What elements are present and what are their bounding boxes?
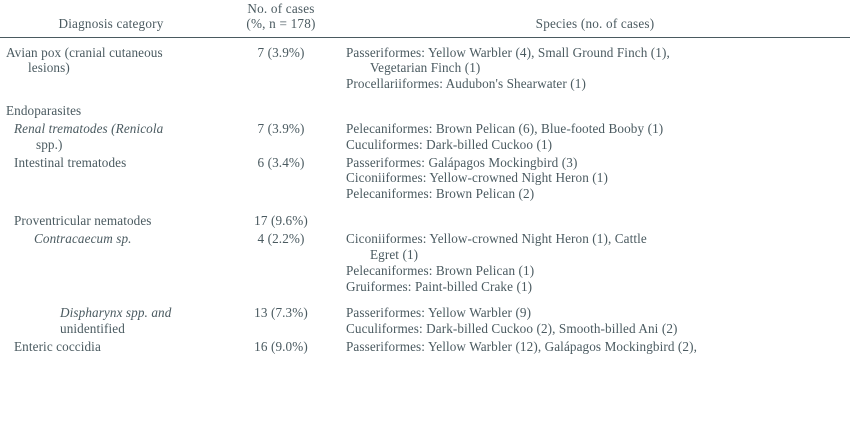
cell-category: Intestinal trematodes xyxy=(14,154,127,170)
category-line: lesions) xyxy=(28,60,70,76)
species-line: Procellariiformes: Audubon's Shearwater (1) xyxy=(346,76,586,92)
table-header xyxy=(0,0,850,37)
species-line: Pelecaniformes: Brown Pelican (6), Blue-footed Booby (1) xyxy=(346,120,664,136)
species-line: Ciconiiformes: Yellow-crowned Night Heron (1), Cattle xyxy=(346,231,647,246)
species-line: Pelecaniformes: Brown Pelican (2) xyxy=(346,186,535,202)
species-line: Passeriformes: Yellow Warbler (4), Small Ground Finch (1), xyxy=(346,44,670,60)
table-row xyxy=(0,338,850,356)
cell-category: Proventricular nematodes xyxy=(14,213,152,229)
cell-species xyxy=(340,120,850,154)
cell-category xyxy=(0,120,222,154)
spacer-cell xyxy=(0,203,850,212)
cell-species xyxy=(340,37,850,93)
cell-cases: 16 (9.0%) xyxy=(254,339,308,355)
species-line: Ciconiiformes: Yellow-crowned Night Heron (1) xyxy=(346,170,608,186)
cell-category xyxy=(0,304,222,338)
species-line: Pelecaniformes: Brown Pelican (1) xyxy=(346,262,535,278)
column-header-category: Diagnosis category xyxy=(0,0,222,37)
cell-cases xyxy=(222,102,340,120)
cell-species xyxy=(340,154,850,204)
cell-cases: 6 (3.4%) xyxy=(257,154,305,170)
row-spacer xyxy=(0,295,850,304)
species-line: Passeriformes: Yellow Warbler (12), Galápagos Mockingbird (2), xyxy=(346,339,697,355)
species-line: Gruiformes: Paint-billed Crake (1) xyxy=(346,278,533,294)
cell-cases: 7 (3.9%) xyxy=(257,44,305,60)
cell-category: Contracaecum sp. xyxy=(34,231,132,246)
cell-category: Endoparasites xyxy=(6,103,82,119)
cell-cases: 4 (2.2%) xyxy=(257,231,305,246)
table-row xyxy=(0,154,850,204)
table-row xyxy=(0,37,850,93)
category-line: Avian pox (cranial cutaneous xyxy=(6,44,163,60)
species-line: Egret (1) xyxy=(370,246,419,262)
cell-category: Enteric coccidia xyxy=(14,339,101,355)
category-line: unidentified xyxy=(60,321,125,337)
spacer-cell xyxy=(0,295,850,304)
cell-species xyxy=(340,338,850,356)
cell-cases: 17 (9.6%) xyxy=(254,213,308,229)
column-header-cases xyxy=(222,0,340,37)
table-body xyxy=(0,37,850,356)
cell-cases: 7 (3.9%) xyxy=(257,120,305,136)
category-line: spp.) xyxy=(36,136,63,152)
table-row xyxy=(0,120,850,154)
category-line: Renal trematodes (Renicola xyxy=(14,120,164,136)
table-row xyxy=(0,102,850,120)
cell-species xyxy=(340,212,850,230)
cell-species xyxy=(340,102,850,120)
cell-category xyxy=(0,37,222,93)
species-line: Cuculiformes: Dark-billed Cuckoo (2), Smooth-billed Ani (2) xyxy=(346,321,678,337)
category-line: Dispharynx spp. and xyxy=(60,305,172,321)
row-spacer xyxy=(0,93,850,102)
row-spacer xyxy=(0,203,850,212)
spacer-cell xyxy=(0,93,850,102)
table-row xyxy=(0,212,850,230)
species-line: Passeriformes: Galápagos Mockingbird (3) xyxy=(346,154,578,170)
species-line: Vegetarian Finch (1) xyxy=(370,60,481,76)
species-line: Cuculiformes: Dark-billed Cuckoo (1) xyxy=(346,136,553,152)
cell-cases: 13 (7.3%) xyxy=(254,305,308,321)
cases-header-line2: (%, n = 178) xyxy=(246,15,316,31)
table-row xyxy=(0,230,850,295)
cell-species xyxy=(340,304,850,338)
cases-header-line1: No. of cases xyxy=(247,1,315,16)
column-header-species: Species (no. of cases) xyxy=(340,0,850,37)
species-line: Passeriformes: Yellow Warbler (9) xyxy=(346,305,532,321)
table-row xyxy=(0,304,850,338)
cell-species xyxy=(340,230,850,295)
